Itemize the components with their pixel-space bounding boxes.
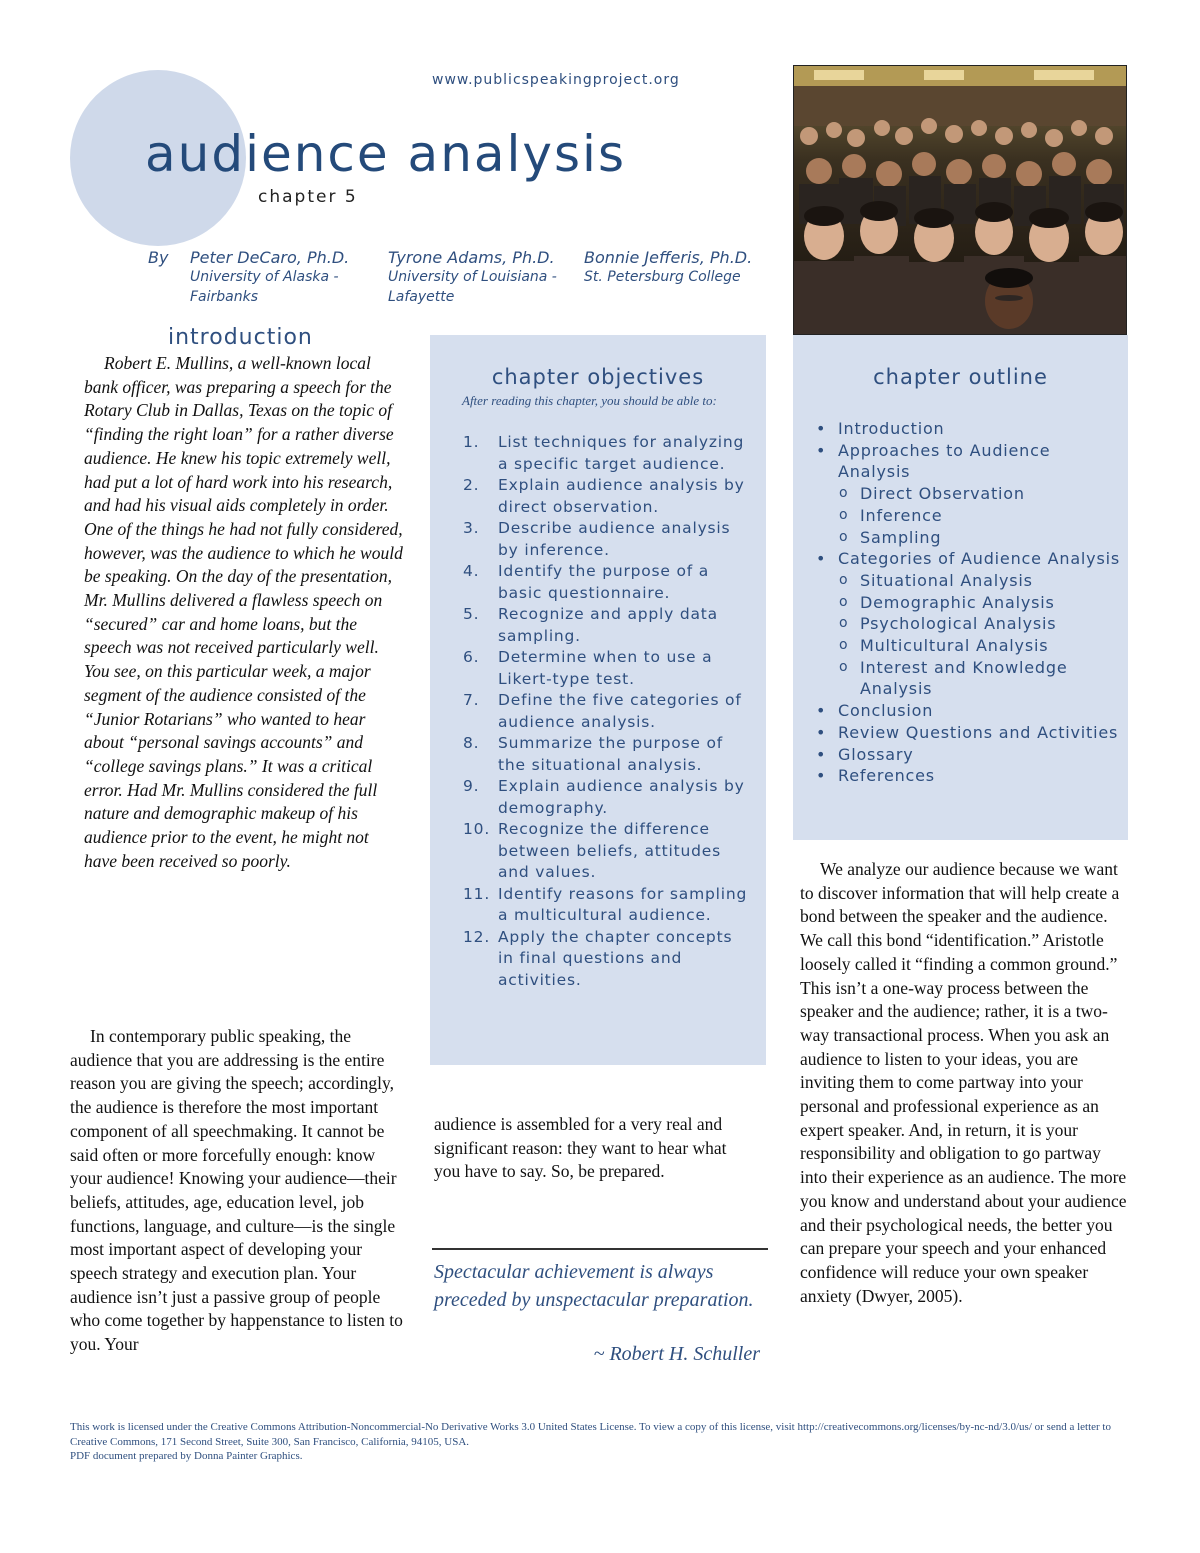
introduction-heading: introduction xyxy=(168,325,313,350)
objective-number: 10. xyxy=(463,820,491,838)
outline-item: • Review Questions and Activities xyxy=(815,722,1120,744)
objective-number: 9. xyxy=(463,777,480,795)
outline-item: • Glossary xyxy=(815,744,1120,766)
objective-item xyxy=(460,561,750,604)
objective-text: Recognize and apply data sampling. xyxy=(498,605,718,645)
objectives-intro: After reading this chapter, you should be able to: xyxy=(462,393,717,408)
outline-list xyxy=(815,418,1120,787)
objective-number: 7. xyxy=(463,691,480,709)
objective-text: Describe audience analysis by inference. xyxy=(498,519,731,559)
author-affiliation-line2: Fairbanks xyxy=(190,289,259,305)
objective-number: 8. xyxy=(463,734,480,752)
objective-item xyxy=(460,647,750,690)
outline-subitem: o Situational Analysis xyxy=(815,570,1120,592)
body-paragraph-col2: audience is assembled for a very real and significant reason: they want to hear what you have to say. So, be prepared. xyxy=(434,1114,727,1182)
objective-text: Summarize the purpose of the situational analysis. xyxy=(498,734,724,774)
author-3 xyxy=(584,248,784,287)
objectives-heading: chapter objectives xyxy=(491,365,705,389)
crowd-photo xyxy=(793,65,1127,335)
outline-subitem: o Interest and Knowledge Analysis xyxy=(815,657,1120,700)
objective-text: Determine when to use a Likert-type test. xyxy=(498,648,713,688)
quote-divider xyxy=(432,1248,768,1250)
objective-text: Explain audience analysis by direct observation. xyxy=(498,476,745,516)
introduction-story: Robert E. Mullins, a well-known local bank officer, was preparing a speech for the Rotary Club in Dallas, Texas on the topic of “finding the right loan” for a rather diverse audience. He knew his topic extremely well, had put a lot of hard work into his research, and had his visual aids completely in order. One of the things he had not fully considered, however, was the audience to which he would be speaking. On the day of the presentation, Mr. Mullins delivered a flawless speech on “secured” car and home loans, but the speech was not received particularly well. You see, on this particular week, a major segment of the audience consisted of the “Junior Rotarians” who wanted to hear about “personal savings accounts” and “college savings plans.” It was a critical error. Had Mr. Mullins considered the full nature and demographic makeup of his audience prior to the event, he might not have been received so poorly. xyxy=(84,353,403,871)
outline-subitem: o Sampling xyxy=(815,527,1120,549)
author-affiliation: University of Louisiana - xyxy=(388,269,557,285)
objective-text: Define the five categories of audience analysis. xyxy=(498,691,742,731)
outline-subitem: o Direct Observation xyxy=(815,483,1120,505)
objective-number: 6. xyxy=(463,648,480,666)
objective-number: 4. xyxy=(463,562,480,580)
outline-item: • Introduction xyxy=(815,418,1120,440)
objective-number: 12. xyxy=(463,927,491,946)
author-2 xyxy=(388,248,588,307)
outline-subitem: o Inference xyxy=(815,505,1120,527)
body-paragraph-col1: In contemporary public speaking, the audience that you are addressing is the entire reason you are giving the speech; accordingly, the audience is therefore the most important component of all speechmaking. It cannot be said often or more forcefully enough: know your audience! Knowing your audience—their beliefs, attitudes, age, education level, job functions, language, and culture—is the single most important aspect of developing your speech strategy and execution plan. Your audience isn’t just a passive group of people who come together by happenstance to listen to you. Your xyxy=(70,1026,403,1355)
objective-item xyxy=(460,690,750,733)
license-text: This work is licensed under the Creative Commons Attribution-Noncommercial-No Derivative Works 3.0 United States License. To view a copy of this license, visit http://creativecommons.org/licenses/by-nc-nd/3.0/us/ or send a letter to Creative Commons, 171 Second Street, Suite 300, San Francisco, California, 94105, USA. xyxy=(70,1421,1111,1448)
website-url[interactable]: www.publicspeakingproject.org xyxy=(432,72,680,88)
outline-subitem: o Multicultural Analysis xyxy=(815,635,1120,657)
objective-item xyxy=(460,604,750,647)
outline-heading: chapter outline xyxy=(873,365,1048,389)
objective-text: Explain audience analysis by demography. xyxy=(498,777,745,817)
objective-text: Apply the chapter concepts in final questions and activities. xyxy=(498,927,733,989)
quote-attribution: ~ Robert H. Schuller xyxy=(593,1343,760,1365)
outline-subitem: o Demographic Analysis xyxy=(815,592,1120,614)
objective-item xyxy=(460,733,750,776)
objective-item xyxy=(460,819,750,884)
objective-item xyxy=(460,884,750,927)
byline-label: By xyxy=(148,248,169,267)
objective-number: 1. xyxy=(463,433,480,451)
license-footer xyxy=(70,1420,1130,1464)
objective-text: List techniques for analyzing a specific target audience. xyxy=(498,433,745,473)
objective-text: Identify the purpose of a basic questionnaire. xyxy=(498,562,710,602)
chapter-objectives-panel xyxy=(430,335,766,1065)
objective-text: Identify reasons for sampling a multicultural audience. xyxy=(498,884,748,924)
body-paragraph-col3: We analyze our audience because we want to discover information that will help create a bond between the speaker and the audience. We call this bond “identification.” Aristotle loosely called it “finding a common ground.” This isn’t a one-way process between the speaker and the audience; rather, it is a two-way transactional process. When you ask an audience to listen to your ideas, you are inviting them to come partway into your personal and professional experience as an expert speaker. And, in return, it is your responsibility and obligation to go partway into their experience as an audience. The more you know and understand about your audience and their psychological needs, the better you can prepare your speech and your enhanced confidence will reduce your own speaker anxiety (Dwyer, 2005). xyxy=(800,859,1127,1306)
objectives-list xyxy=(460,432,750,991)
author-name: Peter DeCaro, Ph.D. xyxy=(190,248,350,267)
objective-number: 3. xyxy=(463,519,480,537)
chapter-title: audience analysis xyxy=(145,125,626,183)
objective-item xyxy=(460,776,750,819)
outline-item: • Conclusion xyxy=(815,700,1120,722)
chapter-outline-panel xyxy=(793,335,1128,840)
objective-item xyxy=(460,927,750,992)
outline-item: • References xyxy=(815,765,1120,787)
prepared-by: PDF document prepared by Donna Painter Graphics. xyxy=(70,1450,303,1462)
objective-number: 2. xyxy=(463,476,480,494)
outline-item: • Approaches to Audience Analysis xyxy=(815,440,1120,483)
outline-item: • Categories of Audience Analysis xyxy=(815,548,1120,570)
objective-number: 11. xyxy=(463,884,491,903)
author-1 xyxy=(190,248,390,307)
objective-text: Recognize the difference between beliefs, attitudes and values. xyxy=(498,820,721,881)
objective-number: 5. xyxy=(463,605,480,623)
author-name: Bonnie Jefferis, Ph.D. xyxy=(584,248,753,267)
author-name: Tyrone Adams, Ph.D. xyxy=(388,248,555,267)
objective-item xyxy=(460,475,750,518)
crowd-photo-illustration xyxy=(794,66,1126,334)
objective-item xyxy=(460,432,750,475)
chapter-number: chapter 5 xyxy=(258,187,358,207)
pull-quote: Spectacular achievement is always preceded by unspectacular preparation. xyxy=(434,1261,754,1311)
author-affiliation: University of Alaska - xyxy=(190,269,339,285)
author-affiliation: St. Petersburg College xyxy=(584,269,741,285)
author-affiliation-line2: Lafayette xyxy=(388,289,455,305)
outline-subitem: o Psychological Analysis xyxy=(815,613,1120,635)
objective-item xyxy=(460,518,750,561)
